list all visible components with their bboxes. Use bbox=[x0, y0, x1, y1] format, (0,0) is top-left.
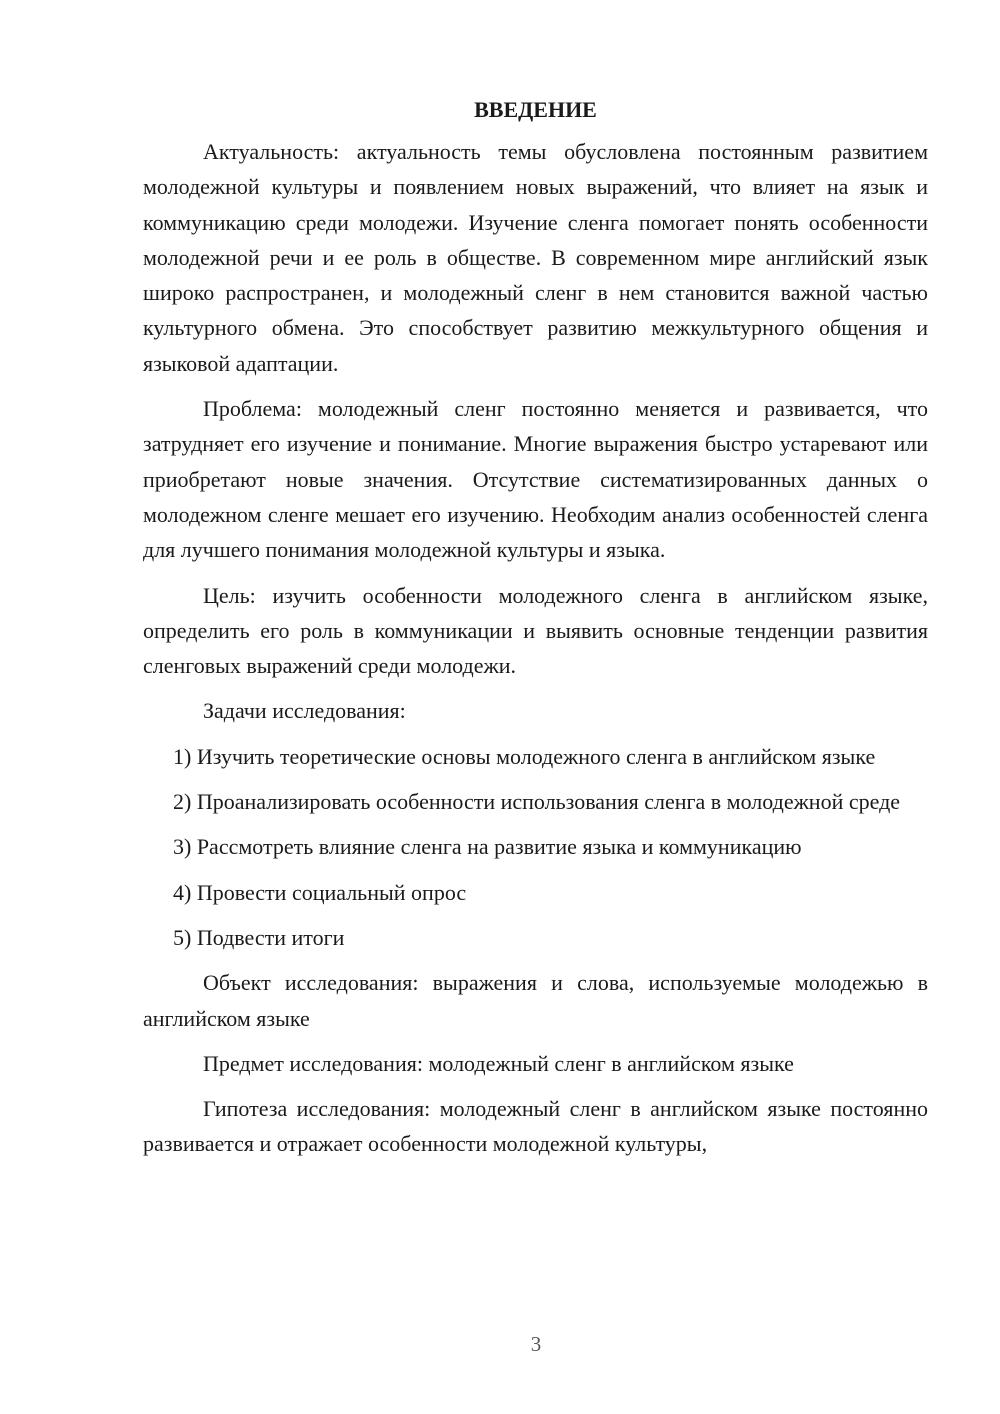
paragraph-hypothesis: Гипотеза исследования: молодежный сленг в английском языке постоянно развивается и отражает особенности молодежной культуры, bbox=[143, 1096, 928, 1157]
page-number: 3 bbox=[530, 1332, 542, 1356]
page-content bbox=[143, 92, 928, 1162]
paragraph-object: Объект исследования: выражения и слова, используемые молодежью в английском языке bbox=[143, 970, 928, 1031]
list-item-task-3: 3) Рассмотреть влияние сленга на развитие языка и коммуникацию bbox=[173, 834, 802, 860]
paragraph-subject: Предмет исследования: молодежный сленг в английском языке bbox=[203, 1050, 794, 1076]
paragraph-problem: Проблема: молодежный сленг постоянно меняется и развивается, что затрудняет его изучение и понимание. Многие выражения быстро устаревают или приобретают новые значения. Отсутствие систематизированных данных о молодежном сленге мешает его изучению. Необходим анализ особенностей сленга для лучшего понимания молодежной культуры и языка. bbox=[143, 396, 928, 563]
paragraph-goal: Цель: изучить особенности молодежного сленга в английском языке, определить его роль в коммуникации и выявить основные тенденции развития сленговых выражений среди молодежи. bbox=[143, 582, 928, 679]
section-title: ВВЕДЕНИЕ bbox=[474, 97, 597, 122]
paragraph-relevance: Актуальность: актуальность темы обусловлена постоянным развитием молодежной культуры и появлением новых выражений, что влияет на язык и коммуникацию среди молодежи. Изучение сленга помогает понять особенности молодежной речи и ее роль в обществе. В современном мире английский язык широко распространен, и молодежный сленг в нем становится важной частью культурного обмена. Это способствует развитию межкультурного общения и языковой адаптации. bbox=[143, 139, 928, 376]
list-item-task-4: 4) Провести социальный опрос bbox=[173, 879, 467, 905]
list-item-task-5: 5) Подвести итоги bbox=[173, 924, 345, 950]
list-item-task-2: 2) Проанализировать особенности использования сленга в молодежной среде bbox=[173, 789, 901, 815]
list-item-task-1: 1) Изучить теоретические основы молодежного сленга в английском языке bbox=[173, 743, 876, 769]
tasks-heading: Задачи исследования: bbox=[203, 698, 406, 724]
